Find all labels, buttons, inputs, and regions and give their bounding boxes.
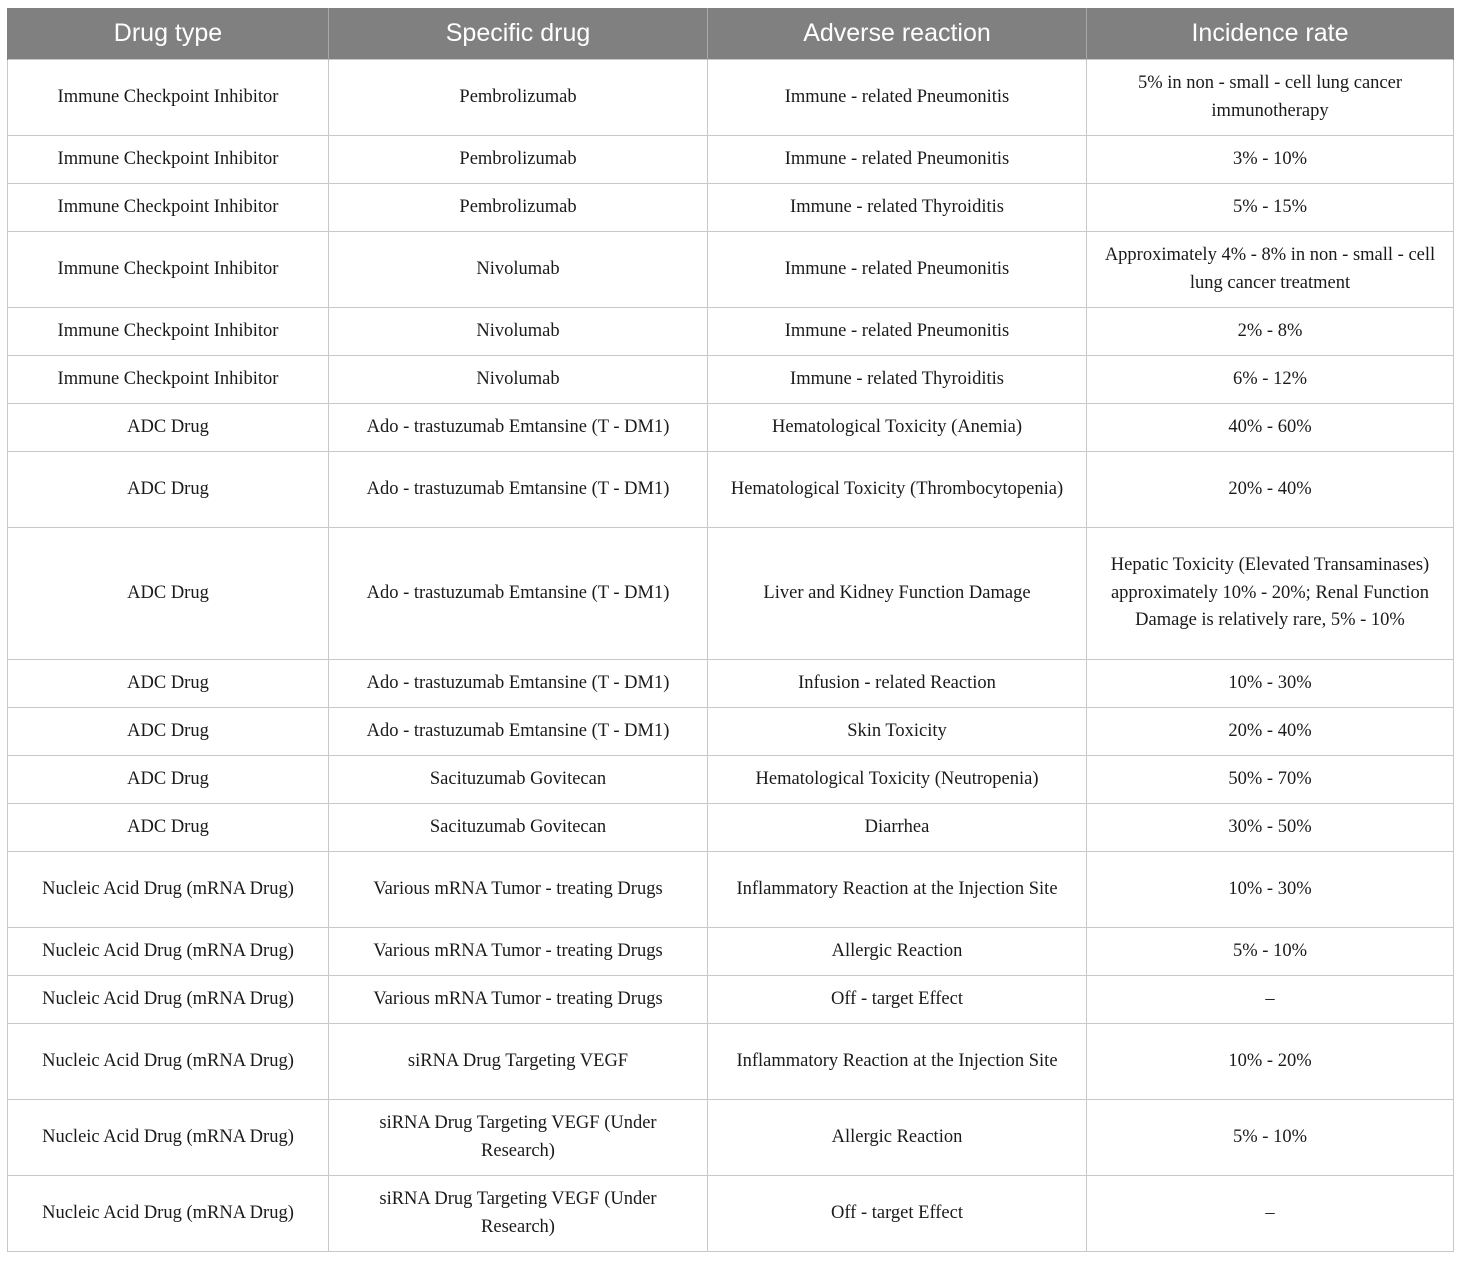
cell-adverse-reaction: Hematological Toxicity (Anemia) (708, 404, 1087, 452)
cell-adverse-reaction: Immune - related Thyroiditis (708, 356, 1087, 404)
cell-drug-type: ADC Drug (8, 528, 329, 660)
cell-adverse-reaction: Off - target Effect (708, 1176, 1087, 1252)
cell-specific-drug: Nivolumab (329, 356, 708, 404)
cell-drug-type: Nucleic Acid Drug (mRNA Drug) (8, 1024, 329, 1100)
cell-drug-type: Immune Checkpoint Inhibitor (8, 356, 329, 404)
table-row (8, 708, 1454, 756)
cell-drug-type: Immune Checkpoint Inhibitor (8, 184, 329, 232)
cell-adverse-reaction: Hematological Toxicity (Thrombocytopenia) (708, 452, 1087, 528)
cell-adverse-reaction: Inflammatory Reaction at the Injection Site (708, 1024, 1087, 1100)
cell-drug-type: Nucleic Acid Drug (mRNA Drug) (8, 1176, 329, 1252)
table-row (8, 976, 1454, 1024)
table-row (8, 660, 1454, 708)
cell-specific-drug: Various mRNA Tumor - treating Drugs (329, 928, 708, 976)
table-row (8, 804, 1454, 852)
cell-incidence-rate: 30% - 50% (1087, 804, 1454, 852)
cell-adverse-reaction: Immune - related Pneumonitis (708, 232, 1087, 308)
header-adverse-reaction: Adverse reaction (708, 8, 1087, 60)
cell-drug-type: ADC Drug (8, 452, 329, 528)
table-row (8, 136, 1454, 184)
cell-specific-drug: Ado - trastuzumab Emtansine (T - DM1) (329, 708, 708, 756)
cell-incidence-rate: 20% - 40% (1087, 452, 1454, 528)
table-row (8, 60, 1454, 136)
cell-incidence-rate: 40% - 60% (1087, 404, 1454, 452)
table-row (8, 928, 1454, 976)
cell-specific-drug: Sacituzumab Govitecan (329, 804, 708, 852)
cell-specific-drug: Ado - trastuzumab Emtansine (T - DM1) (329, 660, 708, 708)
cell-incidence-rate: – (1087, 1176, 1454, 1252)
cell-specific-drug: Nivolumab (329, 308, 708, 356)
table-row (8, 184, 1454, 232)
cell-incidence-rate: 20% - 40% (1087, 708, 1454, 756)
table-row (8, 232, 1454, 308)
cell-incidence-rate: 10% - 30% (1087, 852, 1454, 928)
cell-drug-type: ADC Drug (8, 804, 329, 852)
cell-drug-type: Immune Checkpoint Inhibitor (8, 136, 329, 184)
cell-drug-type: Immune Checkpoint Inhibitor (8, 60, 329, 136)
adverse-reaction-table (7, 8, 1454, 1252)
header-specific-drug: Specific drug (329, 8, 708, 60)
cell-specific-drug: Various mRNA Tumor - treating Drugs (329, 976, 708, 1024)
table-row (8, 308, 1454, 356)
header-drug-type: Drug type (8, 8, 329, 60)
cell-specific-drug: Ado - trastuzumab Emtansine (T - DM1) (329, 452, 708, 528)
cell-specific-drug: Ado - trastuzumab Emtansine (T - DM1) (329, 528, 708, 660)
cell-drug-type: Immune Checkpoint Inhibitor (8, 308, 329, 356)
cell-drug-type: Immune Checkpoint Inhibitor (8, 232, 329, 308)
cell-adverse-reaction: Hematological Toxicity (Neutropenia) (708, 756, 1087, 804)
cell-specific-drug: Pembrolizumab (329, 184, 708, 232)
cell-adverse-reaction: Inflammatory Reaction at the Injection Site (708, 852, 1087, 928)
cell-drug-type: ADC Drug (8, 660, 329, 708)
cell-incidence-rate: 3% - 10% (1087, 136, 1454, 184)
table-row (8, 756, 1454, 804)
cell-adverse-reaction: Off - target Effect (708, 976, 1087, 1024)
cell-adverse-reaction: Immune - related Thyroiditis (708, 184, 1087, 232)
cell-incidence-rate: 10% - 20% (1087, 1024, 1454, 1100)
cell-drug-type: ADC Drug (8, 756, 329, 804)
table-row (8, 404, 1454, 452)
cell-specific-drug: Pembrolizumab (329, 60, 708, 136)
cell-incidence-rate: 5% - 10% (1087, 1100, 1454, 1176)
table-row (8, 452, 1454, 528)
cell-adverse-reaction: Diarrhea (708, 804, 1087, 852)
table-header-row (8, 8, 1454, 60)
cell-incidence-rate: 5% in non - small - cell lung cancer immunotherapy (1087, 60, 1454, 136)
cell-incidence-rate: – (1087, 976, 1454, 1024)
cell-adverse-reaction: Allergic Reaction (708, 1100, 1087, 1176)
cell-adverse-reaction: Allergic Reaction (708, 928, 1087, 976)
table-row (8, 1024, 1454, 1100)
cell-adverse-reaction: Immune - related Pneumonitis (708, 60, 1087, 136)
table-row (8, 1100, 1454, 1176)
table-row (8, 852, 1454, 928)
cell-incidence-rate: 6% - 12% (1087, 356, 1454, 404)
cell-specific-drug: Ado - trastuzumab Emtansine (T - DM1) (329, 404, 708, 452)
cell-incidence-rate: 5% - 10% (1087, 928, 1454, 976)
cell-adverse-reaction: Immune - related Pneumonitis (708, 136, 1087, 184)
cell-adverse-reaction: Liver and Kidney Function Damage (708, 528, 1087, 660)
cell-specific-drug: siRNA Drug Targeting VEGF (Under Research) (329, 1100, 708, 1176)
cell-adverse-reaction: Skin Toxicity (708, 708, 1087, 756)
cell-specific-drug: Pembrolizumab (329, 136, 708, 184)
cell-specific-drug: siRNA Drug Targeting VEGF (329, 1024, 708, 1100)
cell-drug-type: Nucleic Acid Drug (mRNA Drug) (8, 1100, 329, 1176)
table-row (8, 528, 1454, 660)
cell-specific-drug: Various mRNA Tumor - treating Drugs (329, 852, 708, 928)
cell-drug-type: Nucleic Acid Drug (mRNA Drug) (8, 976, 329, 1024)
cell-drug-type: ADC Drug (8, 404, 329, 452)
cell-specific-drug: siRNA Drug Targeting VEGF (Under Research) (329, 1176, 708, 1252)
cell-incidence-rate: Approximately 4% - 8% in non - small - cell lung cancer treatment (1087, 232, 1454, 308)
cell-incidence-rate: 10% - 30% (1087, 660, 1454, 708)
cell-specific-drug: Sacituzumab Govitecan (329, 756, 708, 804)
cell-adverse-reaction: Immune - related Pneumonitis (708, 308, 1087, 356)
cell-incidence-rate: 5% - 15% (1087, 184, 1454, 232)
cell-adverse-reaction: Infusion - related Reaction (708, 660, 1087, 708)
table-row (8, 1176, 1454, 1252)
cell-specific-drug: Nivolumab (329, 232, 708, 308)
table-row (8, 356, 1454, 404)
cell-drug-type: ADC Drug (8, 708, 329, 756)
adverse-reaction-table-container (7, 8, 1453, 1252)
cell-incidence-rate: Hepatic Toxicity (Elevated Transaminases) approximately 10% - 20%; Renal Function Damage is relatively rare, 5% - 10% (1087, 528, 1454, 660)
header-incidence-rate: Incidence rate (1087, 8, 1454, 60)
cell-incidence-rate: 2% - 8% (1087, 308, 1454, 356)
cell-drug-type: Nucleic Acid Drug (mRNA Drug) (8, 852, 329, 928)
cell-drug-type: Nucleic Acid Drug (mRNA Drug) (8, 928, 329, 976)
cell-incidence-rate: 50% - 70% (1087, 756, 1454, 804)
